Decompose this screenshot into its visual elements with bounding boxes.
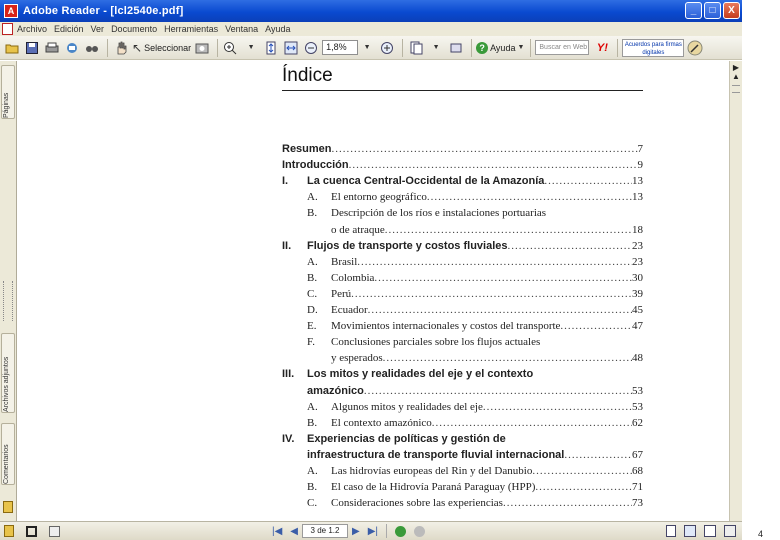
- menu-herramientas[interactable]: Herramientas: [164, 24, 219, 34]
- index-entry[interactable]: [282, 157, 643, 173]
- entry-page-number: 39: [632, 287, 643, 300]
- zoom-in-circle-icon[interactable]: [378, 39, 396, 57]
- entry-text: Los mitos y realidades del eje y el contexto: [307, 368, 534, 381]
- split-view-icon[interactable]: [49, 526, 60, 537]
- entry-page-number: 23: [632, 239, 643, 252]
- email-icon[interactable]: [63, 39, 81, 57]
- entry-text: y esperados: [331, 352, 383, 365]
- dot-leader: [508, 238, 633, 254]
- index-entry[interactable]: [282, 447, 643, 463]
- screen-icon[interactable]: [26, 526, 37, 537]
- entry-text: Resumen: [282, 143, 332, 155]
- toolbar-separator: [617, 39, 618, 57]
- entry-text: Movimientos internacionales y costos del transporte: [331, 320, 561, 333]
- entry-number: IV.: [282, 432, 295, 445]
- entry-text: o de atraque: [331, 223, 385, 236]
- entry-text: Conclusiones parciales sobre los flujos actuales: [331, 336, 541, 349]
- dot-leader: [503, 495, 632, 511]
- index-entry[interactable]: [282, 222, 643, 238]
- index-entry[interactable]: [282, 415, 643, 431]
- entry-page-number: 71: [632, 481, 643, 494]
- index-entry[interactable]: [282, 302, 643, 318]
- previous-page-icon[interactable]: ◀: [290, 525, 298, 537]
- continuous-facing-icon[interactable]: [724, 525, 736, 537]
- document-icon[interactable]: [2, 23, 13, 35]
- dot-leader: [368, 302, 632, 318]
- yahoo-search-button[interactable]: [593, 39, 611, 57]
- zoom-dropdown-icon[interactable]: ▼: [363, 44, 371, 51]
- index-entry[interactable]: [282, 254, 643, 270]
- toolbar-separator: [402, 39, 403, 57]
- maximize-button[interactable]: □: [704, 2, 721, 19]
- entry-text: amazónico: [307, 384, 364, 397]
- entry-number: E.: [307, 320, 317, 333]
- entry-number: B.: [307, 271, 318, 284]
- entry-number: C.: [307, 497, 318, 510]
- title-rule: [282, 90, 643, 91]
- tab-attachments-label: Archivos adjuntos: [3, 356, 10, 412]
- index-entry[interactable]: [282, 463, 643, 479]
- next-view-icon[interactable]: [414, 526, 425, 537]
- menu-edicion[interactable]: Edición: [54, 24, 84, 34]
- index-entry[interactable]: [282, 238, 643, 254]
- select-cursor-icon: ↖: [132, 40, 143, 55]
- index-entry[interactable]: [282, 431, 643, 447]
- entry-page-number: 68: [632, 465, 643, 477]
- index-entry[interactable]: [282, 173, 643, 189]
- help-icon: ?: [476, 42, 488, 54]
- scroll-thumb[interactable]: [732, 85, 740, 93]
- dot-leader: [483, 399, 632, 415]
- search-binoculars-icon[interactable]: [83, 39, 101, 57]
- entry-number: D.: [307, 304, 318, 316]
- web-search-input[interactable]: Buscar en Web: [535, 40, 589, 55]
- entry-text: Ecuador: [331, 304, 368, 316]
- dot-leader: [535, 479, 632, 495]
- close-button[interactable]: X: [723, 2, 740, 19]
- actual-size-icon[interactable]: [262, 39, 280, 57]
- index-entry[interactable]: [282, 479, 643, 495]
- zoom-level-input[interactable]: 1,8%: [322, 40, 358, 55]
- menu-ventana[interactable]: Ventana: [225, 24, 259, 34]
- entry-text: El caso de la Hidrovía Paraná Paraguay (HPP): [331, 481, 536, 494]
- facing-icon[interactable]: [704, 525, 716, 537]
- entry-number: B.: [307, 207, 318, 220]
- index-entry[interactable]: [282, 383, 643, 399]
- toolbar-separator: [530, 39, 531, 57]
- dot-leader: [364, 383, 632, 399]
- entry-page-number: 73: [632, 497, 643, 510]
- toolbar-separator: [107, 39, 108, 57]
- page-layout-dropdown-icon[interactable]: ▼: [432, 44, 440, 51]
- entry-number: F.: [307, 336, 315, 349]
- page-layout-icon[interactable]: [407, 39, 425, 57]
- dropdown-arrow-icon[interactable]: ▼: [247, 44, 255, 51]
- dot-leader: [351, 286, 632, 302]
- entry-number: III.: [282, 368, 295, 381]
- toolbar: [0, 36, 742, 60]
- vertical-scrollbar[interactable]: [729, 61, 742, 521]
- last-page-icon[interactable]: ▶|: [367, 525, 378, 537]
- scroll-up-icon[interactable]: ▲: [732, 72, 740, 81]
- toolbar-separator: [471, 39, 472, 57]
- window-title: Adobe Reader - [lcl2540e.pdf]: [23, 5, 184, 17]
- menu-bar: [0, 22, 742, 36]
- help-label: Ayuda: [490, 42, 516, 53]
- entry-page-number: 53: [632, 384, 643, 397]
- help-button[interactable]: ? Ayuda ▼: [476, 39, 524, 57]
- dot-leader: [383, 350, 632, 366]
- open-folder-icon[interactable]: [3, 39, 21, 57]
- panel-lock-icon[interactable]: [3, 501, 13, 513]
- zoom-in-icon[interactable]: [222, 39, 240, 57]
- entry-page-number: 48: [632, 352, 643, 365]
- index-entry[interactable]: [282, 495, 643, 511]
- dot-leader: [532, 463, 632, 479]
- entry-text: Brasil: [331, 255, 358, 268]
- edge-page-number: 4: [758, 529, 764, 539]
- entry-text: Perú: [331, 287, 352, 300]
- menu-ver[interactable]: Ver: [90, 24, 105, 34]
- dot-leader: [560, 318, 632, 334]
- title-bar: [0, 0, 742, 22]
- page-number-input[interactable]: 3 de 1.2: [302, 524, 348, 538]
- menu-ayuda[interactable]: Ayuda: [265, 24, 291, 34]
- tab-comments[interactable]: [1, 423, 15, 485]
- hand-tool-icon[interactable]: [112, 39, 130, 57]
- entry-number: A.: [307, 255, 318, 268]
- entry-number: B.: [307, 481, 318, 494]
- digital-signature-ad[interactable]: Acuerdos para firmas digitales: [622, 39, 684, 57]
- entry-number: I.: [282, 175, 289, 188]
- page-navigation-bar: [0, 521, 742, 540]
- entry-page-number: 18: [632, 223, 643, 236]
- entry-text: Colombia: [331, 271, 375, 284]
- save-icon[interactable]: [23, 39, 41, 57]
- entry-page-number: 62: [632, 416, 643, 429]
- fit-width-icon[interactable]: [282, 39, 300, 57]
- rotate-icon[interactable]: [447, 39, 465, 57]
- dot-leader: [332, 141, 638, 157]
- entry-number: C.: [307, 287, 318, 300]
- entry-page-number: 9: [637, 159, 643, 172]
- index-entry[interactable]: [282, 270, 643, 286]
- dot-leader: [544, 173, 632, 189]
- entry-page-number: 45: [632, 304, 643, 316]
- entry-number: A.: [307, 465, 318, 477]
- dot-leader: [427, 189, 632, 205]
- dot-leader: [564, 447, 632, 463]
- tab-comments-label: Comentarios: [3, 444, 10, 484]
- entry-page-number: 13: [632, 175, 643, 188]
- entry-number: A.: [307, 191, 318, 204]
- entry-page-number: 23: [632, 255, 643, 268]
- toolbar-separator: [217, 39, 218, 57]
- entry-text: Algunos mitos y realidades del eje: [331, 400, 483, 413]
- index-entry[interactable]: [282, 366, 643, 382]
- index-entry[interactable]: [282, 318, 643, 334]
- dot-leader: [432, 415, 632, 431]
- entry-text: La cuenca Central-Occidental de la Amazonía: [307, 175, 545, 188]
- entry-page-number: 67: [632, 448, 643, 461]
- select-tool-button[interactable]: [132, 39, 191, 57]
- entry-number: II.: [282, 239, 292, 252]
- zoom-out-icon[interactable]: [302, 39, 320, 57]
- entry-page-number: 7: [637, 143, 643, 155]
- navigation-panel: [0, 61, 17, 521]
- next-page-icon[interactable]: ▶: [352, 525, 360, 537]
- minimize-button[interactable]: _: [685, 2, 702, 19]
- entry-number: A.: [307, 400, 318, 413]
- entry-text: El entorno geográfico: [331, 191, 427, 204]
- panel-resize-grip[interactable]: [3, 281, 13, 321]
- entry-page-number: 30: [632, 271, 643, 284]
- entry-text: Consideraciones sobre las experiencias: [331, 497, 503, 510]
- entry-text: Introducción: [282, 159, 349, 172]
- dot-leader: [374, 270, 632, 286]
- index-entry[interactable]: [282, 350, 643, 366]
- index-entry[interactable]: [282, 141, 643, 157]
- adobe-reader-icon: A: [4, 4, 18, 18]
- entry-text: infraestructura de transporte fluvial internacional: [307, 448, 565, 461]
- scroll-arrow-icon[interactable]: ▶: [732, 63, 740, 72]
- document-view[interactable]: [18, 61, 729, 521]
- menu-archivo[interactable]: Archivo: [17, 24, 48, 34]
- dot-leader: [349, 157, 638, 173]
- tab-pages[interactable]: [1, 65, 15, 119]
- dot-leader: [385, 222, 632, 238]
- entry-text: Las hidrovías europeas del Rin y del Danubio: [331, 465, 533, 477]
- first-page-icon[interactable]: |◀: [272, 525, 283, 537]
- index-entry[interactable]: [282, 399, 643, 415]
- tab-pages-label: Páginas: [3, 92, 10, 118]
- previous-view-icon[interactable]: [395, 526, 406, 537]
- status-lock-icon: [4, 525, 14, 537]
- entry-number: B.: [307, 416, 318, 429]
- index-entry[interactable]: [282, 189, 643, 205]
- index-entry[interactable]: [282, 205, 643, 221]
- tab-attachments[interactable]: [1, 333, 15, 413]
- page-title: Índice: [282, 65, 333, 86]
- index-entry[interactable]: [282, 286, 643, 302]
- select-tool-label: Seleccionar: [144, 42, 192, 53]
- entry-text: Flujos de transporte y costos fluviales: [307, 239, 508, 252]
- entry-text: Experiencias de políticas y gestión de: [307, 432, 506, 445]
- entry-page-number: 53: [632, 400, 643, 413]
- entry-text: Descripción de los ríos e instalaciones portuarias: [331, 207, 547, 220]
- dot-leader: [357, 254, 632, 270]
- entry-page-number: 47: [632, 320, 643, 333]
- index-entry[interactable]: [282, 334, 643, 350]
- snapshot-icon[interactable]: [193, 39, 211, 57]
- entry-page-number: 13: [632, 191, 643, 204]
- continuous-icon[interactable]: [684, 525, 696, 537]
- menu-documento[interactable]: Documento: [111, 24, 158, 34]
- single-page-icon[interactable]: [666, 525, 676, 537]
- entry-text: El contexto amazónico: [331, 416, 432, 429]
- yahoo-logo: Y!: [596, 41, 608, 54]
- print-icon[interactable]: [43, 39, 61, 57]
- signature-pen-icon[interactable]: [686, 39, 704, 57]
